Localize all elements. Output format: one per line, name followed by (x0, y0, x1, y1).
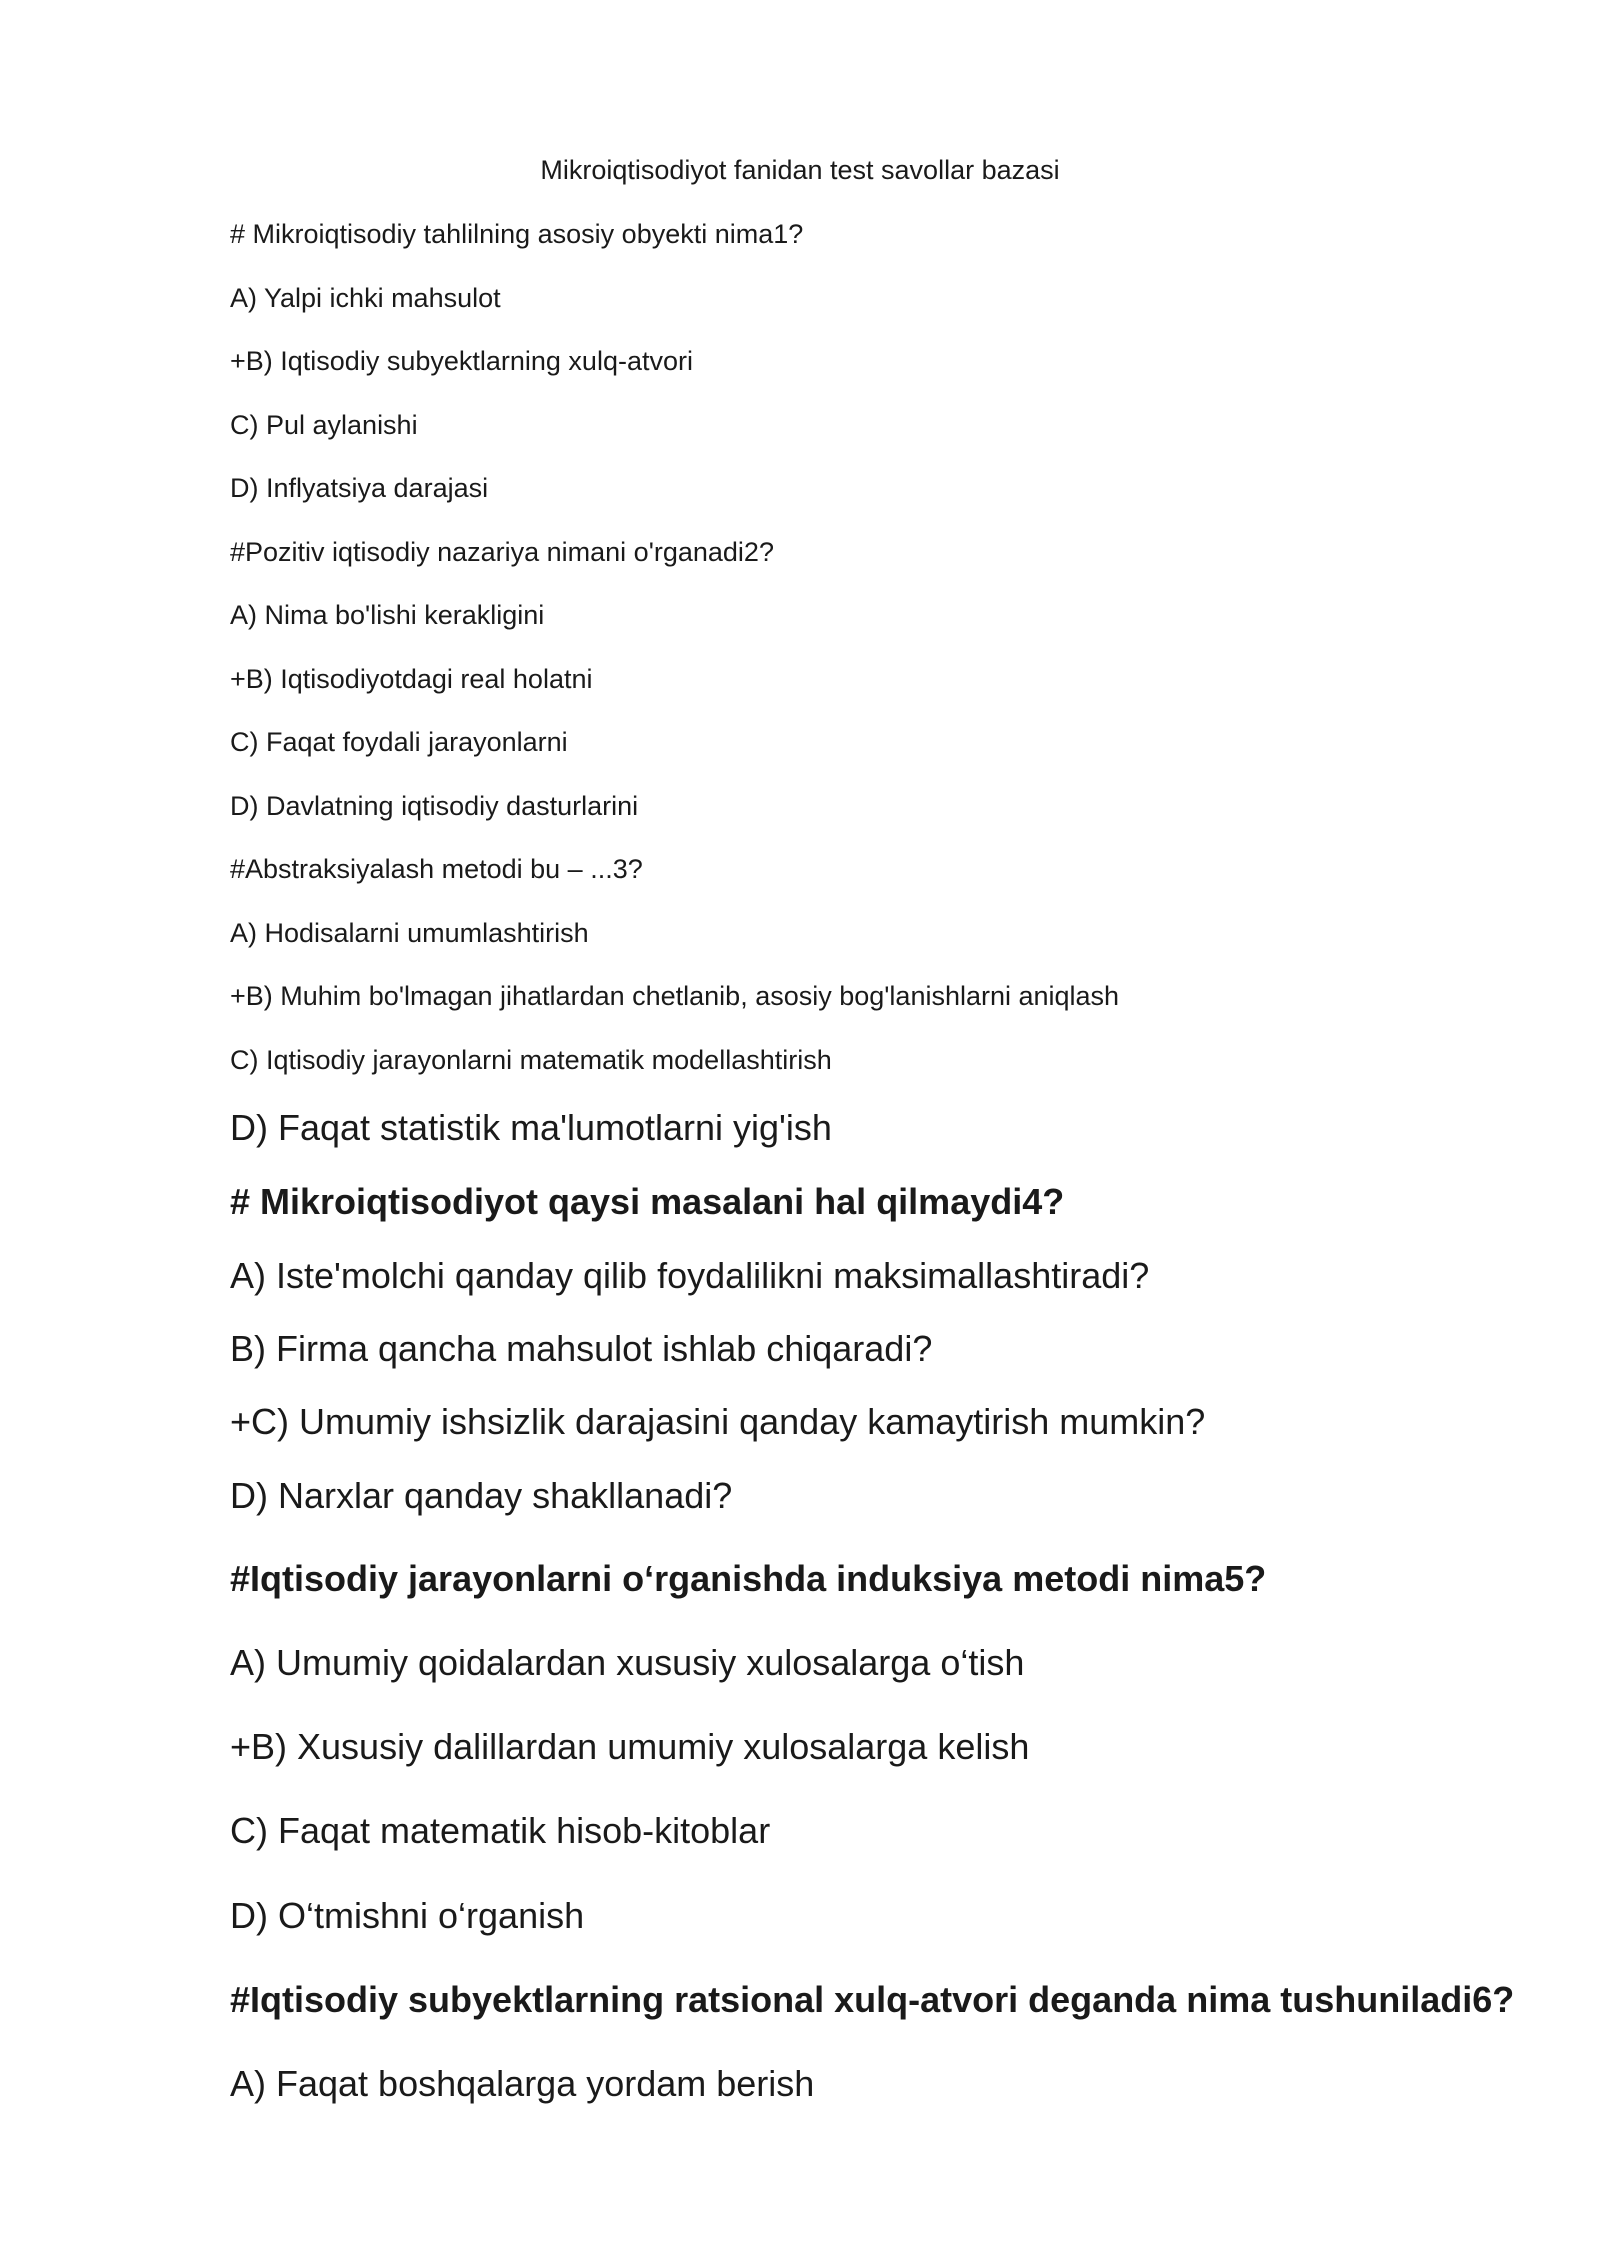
question-5: #Iqtisodiy jarayonlarni o‘rganishda induksiya metodi nima5? (230, 1558, 1267, 1599)
q1-option-c: C) Pul aylanishi (230, 410, 418, 440)
question-6: #Iqtisodiy subyektlarning ratsional xulq-atvori deganda nima tushuniladi6? (230, 1979, 1515, 2020)
q2-option-a: A) Nima bo'lishi kerakligini (230, 600, 545, 630)
q2-option-d: D) Davlatning iqtisodiy dasturlarini (230, 791, 639, 821)
q2-option-b-correct: +B) Iqtisodiyotdagi real holatni (230, 664, 593, 694)
q4-option-d: D) Narxlar qanday shakllanadi? (230, 1475, 733, 1516)
q3-option-a: A) Hodisalarni umumlashtirish (230, 918, 589, 948)
q1-option-a: A) Yalpi ichki mahsulot (230, 283, 501, 313)
q1-option-d: D) Inflyatsiya darajasi (230, 473, 489, 503)
q5-option-c: C) Faqat matematik hisob-kitoblar (230, 1810, 771, 1851)
question-4: # Mikroiqtisodiyot qaysi masalani hal qilmaydi4? (230, 1181, 1065, 1222)
q4-option-c-correct: +C) Umumiy ishsizlik darajasini qanday kamaytirish mumkin? (230, 1401, 1206, 1442)
question-2: #Pozitiv iqtisodiy nazariya nimani o'rganadi2? (230, 537, 774, 567)
q3-option-d: D) Faqat statistik ma'lumotlarni yig'ish (230, 1107, 832, 1148)
q6-option-a: A) Faqat boshqalarga yordam berish (230, 2063, 815, 2104)
q5-option-a: A) Umumiy qoidalardan xususiy xulosalarga o‘tish (230, 1642, 1025, 1683)
question-1: # Mikroiqtisodiy tahlilning asosiy obyekti nima1? (230, 219, 804, 249)
q2-option-c: C) Faqat foydali jarayonlarni (230, 727, 568, 757)
q3-option-c: C) Iqtisodiy jarayonlarni matematik modellashtirish (230, 1045, 832, 1075)
q4-option-a: A) Iste'molchi qanday qilib foydalilikni maksimallashtiradi? (230, 1255, 1150, 1296)
q5-option-b-correct: +B) Xususiy dalillardan umumiy xulosalarga kelish (230, 1726, 1030, 1767)
q5-option-d: D) O‘tmishni o‘rganish (230, 1895, 585, 1936)
q4-option-b: B) Firma qancha mahsulot ishlab chiqaradi? (230, 1328, 933, 1369)
question-3: #Abstraksiyalash metodi bu – ...3? (230, 854, 643, 884)
q1-option-b-correct: +B) Iqtisodiy subyektlarning xulq-atvori (230, 346, 693, 376)
document-title: Mikroiqtisodiyot fanidan test savollar bazasi (540, 155, 1060, 185)
q3-option-b-correct: +B) Muhim bo'lmagan jihatlardan chetlanib, asosiy bog'lanishlarni aniqlash (230, 981, 1120, 1011)
